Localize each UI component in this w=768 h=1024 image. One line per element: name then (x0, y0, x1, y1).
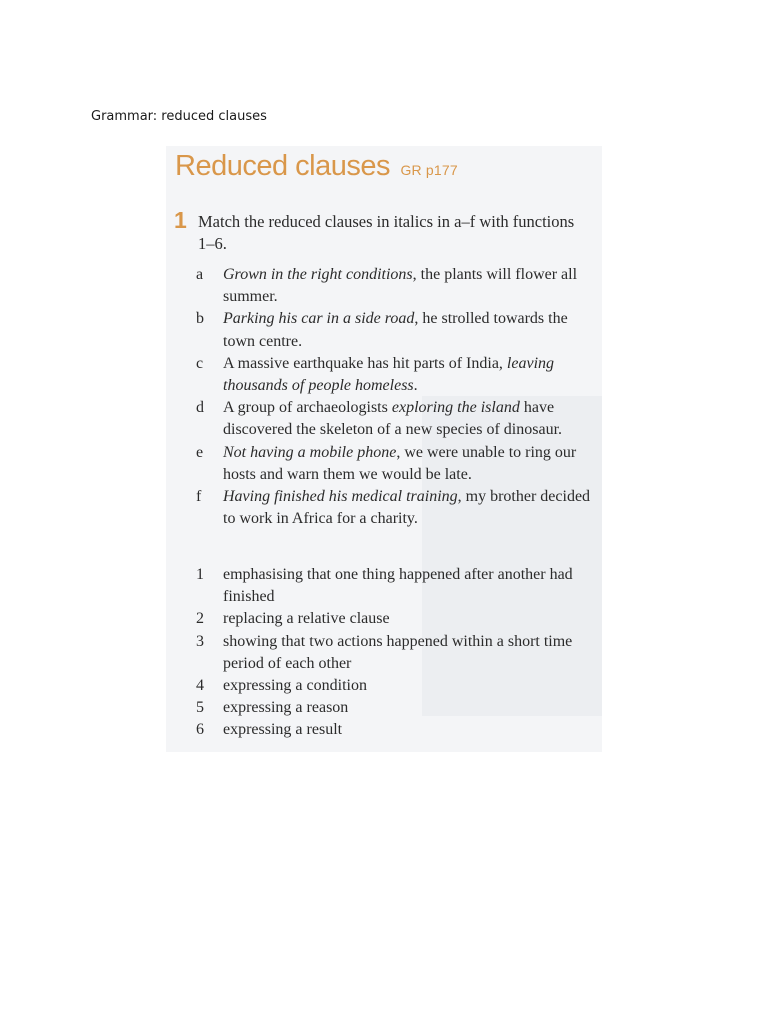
exercise-title-row (175, 150, 458, 183)
sentence-rest: , my brother decided to work in Africa for a charity. (223, 488, 591, 528)
function-item (196, 564, 596, 608)
sentence-letter: e (196, 443, 204, 461)
sentence-letter: c (196, 354, 204, 372)
reduced-clause: Grown in the right conditions (223, 266, 413, 283)
function-item (196, 697, 596, 719)
sentence-item (196, 353, 596, 397)
function-item (196, 675, 596, 697)
function-number: 3 (196, 632, 204, 650)
reduced-clause: exploring the island (391, 399, 520, 417)
function-text: expressing a result (223, 721, 343, 739)
sentence-item (196, 308, 596, 352)
document-heading: Grammar: reduced clauses (91, 109, 267, 124)
sentence-item (196, 397, 596, 441)
function-text: expressing a condition (223, 677, 367, 695)
function-item (196, 631, 596, 675)
sentence-rest: , he strolled towards the town centre. (223, 310, 568, 350)
sentence-letter: b (196, 310, 204, 328)
sentence-letter: a (196, 266, 204, 283)
function-text: replacing a relative clause (223, 610, 390, 628)
sentence-letter: d (196, 399, 204, 417)
function-number: 4 (196, 677, 204, 695)
sentence-item (196, 486, 596, 530)
textbook-scan (166, 146, 602, 752)
sentence-letter: f (196, 488, 202, 506)
sentence-item (196, 264, 596, 308)
function-text: showing that two actions happened within a short time period of each other (223, 632, 573, 672)
sentence-rest: , the plants will flower all summer. (223, 266, 578, 306)
sentence-rest: . (413, 377, 418, 395)
reduced-clause: leaving thousands of people homeless (223, 354, 555, 395)
function-text: expressing a reason (223, 699, 349, 717)
function-number: 5 (196, 699, 204, 717)
exercise-title: Reduced clauses (175, 150, 390, 182)
function-item (196, 719, 596, 741)
function-text: emphasising that one thing happened after another had finished (223, 566, 573, 606)
function-item (196, 608, 596, 630)
grammar-reference: GR p177 (400, 162, 458, 178)
reduced-clause: Not having a mobile phone (223, 443, 397, 461)
function-number: 1 (196, 566, 204, 583)
exercise-number: 1 (174, 207, 187, 233)
reduced-clause: Having finished his medical training (223, 488, 458, 506)
function-number: 6 (196, 721, 204, 739)
sentence-start: A massive earthquake has hit parts of India, (223, 354, 507, 372)
sentence-rest: , we were unable to ring our hosts and warn them we would be late. (223, 443, 577, 483)
function-number: 2 (196, 610, 204, 628)
sentence-rest: have discovered the skeleton of a new species of dinosaur. (223, 399, 563, 439)
sentence-item (196, 442, 596, 486)
reduced-clause: Parking his car in a side road (223, 310, 415, 328)
sentence-start: A group of archaeologists (223, 399, 392, 417)
sentence-list (196, 264, 596, 530)
exercise-instruction: Match the reduced clauses in italics in a–f with functions 1–6. (198, 212, 575, 253)
function-list (196, 564, 596, 742)
